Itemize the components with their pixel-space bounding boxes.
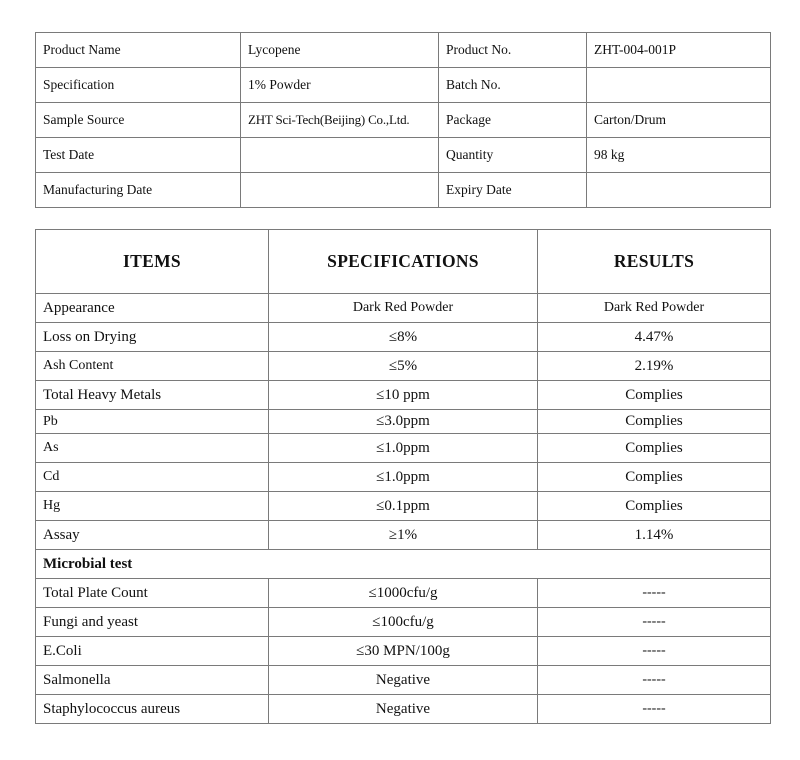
info-label: Product Name (36, 33, 241, 68)
info-label: Package (439, 103, 587, 138)
info-row (36, 33, 771, 68)
item-spec: ≤3.0ppm (269, 410, 538, 434)
item-result: Complies (538, 410, 771, 434)
item-spec: ≤0.1ppm (269, 492, 538, 521)
column-header-results: RESULTS (538, 230, 771, 294)
info-label: Test Date (36, 138, 241, 173)
item-result: Dark Red Powder (538, 294, 771, 323)
item-result: Complies (538, 463, 771, 492)
info-label: Quantity (439, 138, 587, 173)
item-spec: ≤5% (269, 352, 538, 381)
item-result: ----- (538, 579, 771, 608)
results-header-row (36, 230, 771, 294)
info-row (36, 68, 771, 103)
table-row (36, 608, 771, 637)
section-row (36, 550, 771, 579)
table-row (36, 323, 771, 352)
item-result: 1.14% (538, 521, 771, 550)
item-result: Complies (538, 381, 771, 410)
table-row (36, 695, 771, 724)
item-name: Pb (36, 410, 269, 434)
item-result: ----- (538, 608, 771, 637)
item-spec: Negative (269, 695, 538, 724)
table-row (36, 492, 771, 521)
item-result: Complies (538, 492, 771, 521)
column-header-items: ITEMS (36, 230, 269, 294)
info-row (36, 173, 771, 208)
table-row (36, 434, 771, 463)
table-row (36, 463, 771, 492)
info-value: Lycopene (241, 33, 439, 68)
table-row (36, 579, 771, 608)
item-spec: ≤1.0ppm (269, 463, 538, 492)
info-label: Expiry Date (439, 173, 587, 208)
table-row (36, 637, 771, 666)
item-result: 2.19% (538, 352, 771, 381)
item-spec: ≤10 ppm (269, 381, 538, 410)
item-result: ----- (538, 666, 771, 695)
table-row (36, 666, 771, 695)
microbial-section-title: Microbial test (36, 550, 771, 579)
item-name: As (36, 434, 269, 463)
item-name: Staphylococcus aureus (36, 695, 269, 724)
item-name: Total Plate Count (36, 579, 269, 608)
item-name: E.Coli (36, 637, 269, 666)
info-value: ZHT-004-001P (587, 33, 771, 68)
info-value: 1% Powder (241, 68, 439, 103)
info-label: Specification (36, 68, 241, 103)
item-spec: ≤1.0ppm (269, 434, 538, 463)
item-spec: ≤100cfu/g (269, 608, 538, 637)
info-value (241, 138, 439, 173)
item-spec: ≤30 MPN/100g (269, 637, 538, 666)
item-name: Ash Content (36, 352, 269, 381)
item-result: 4.47% (538, 323, 771, 352)
product-info-table (35, 32, 771, 208)
item-name: Assay (36, 521, 269, 550)
table-row (36, 410, 771, 434)
info-label: Manufacturing Date (36, 173, 241, 208)
item-name: Cd (36, 463, 269, 492)
info-label: Sample Source (36, 103, 241, 138)
item-name: Loss on Drying (36, 323, 269, 352)
item-name: Fungi and yeast (36, 608, 269, 637)
info-row (36, 138, 771, 173)
item-spec: ≤8% (269, 323, 538, 352)
item-name: Total Heavy Metals (36, 381, 269, 410)
info-label: Product No. (439, 33, 587, 68)
item-spec: Dark Red Powder (269, 294, 538, 323)
item-result: Complies (538, 434, 771, 463)
item-result: ----- (538, 695, 771, 724)
test-results-table (35, 229, 771, 724)
info-value: 98 kg (587, 138, 771, 173)
column-header-specifications: SPECIFICATIONS (269, 230, 538, 294)
item-spec: ≥1% (269, 521, 538, 550)
info-value (241, 173, 439, 208)
info-value (587, 173, 771, 208)
item-name: Appearance (36, 294, 269, 323)
table-row (36, 352, 771, 381)
table-row (36, 381, 771, 410)
item-spec: Negative (269, 666, 538, 695)
table-row (36, 521, 771, 550)
info-value (587, 68, 771, 103)
item-spec: ≤1000cfu/g (269, 579, 538, 608)
item-name: Salmonella (36, 666, 269, 695)
info-value: ZHT Sci-Tech(Beijing) Co.,Ltd. (241, 103, 439, 138)
item-result: ----- (538, 637, 771, 666)
info-value: Carton/Drum (587, 103, 771, 138)
info-label: Batch No. (439, 68, 587, 103)
table-row (36, 294, 771, 323)
info-row (36, 103, 771, 138)
item-name: Hg (36, 492, 269, 521)
